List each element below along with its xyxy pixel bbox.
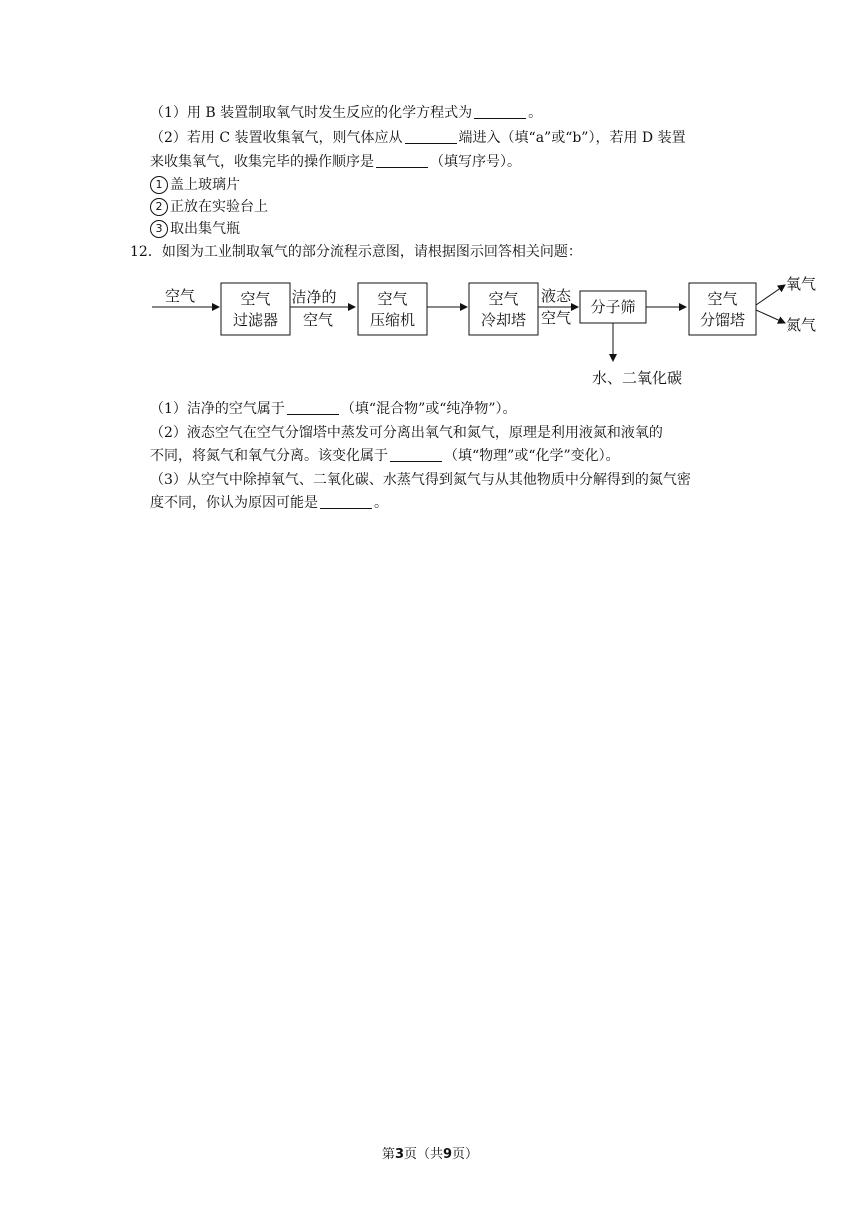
box-fractionating-tower-line2: 分馏塔	[699, 311, 746, 329]
box-molecular-sieve-label: 分子筛	[590, 298, 636, 316]
page-footer	[0, 1143, 860, 1162]
box-cooling-tower-line1: 空气	[488, 290, 519, 308]
box-air-filter-line2: 过滤器	[232, 311, 279, 329]
edge-clean-air-line1: 洁净的	[291, 288, 337, 306]
option-number: 1	[150, 176, 168, 194]
option-number: 2	[150, 198, 168, 216]
q11-option-2	[150, 197, 268, 217]
q11-part1-text: （1）用 B 装置制取氧气时发生反应的化学方程式为	[150, 105, 473, 121]
box-air-compressor-line1: 空气	[377, 290, 408, 308]
output-nitrogen-label: 氮气	[786, 316, 817, 334]
q11-part2b-end: （填写序号）。	[430, 154, 521, 170]
arrow-to-oxygen	[756, 285, 785, 305]
q11-part2b-text: 来收集氧气，收集完毕的操作顺序是	[150, 154, 374, 170]
q12-part3: （3）从空气中除掉氧气、二氧化碳、水蒸气得到氮气与从其他物质中分解得到的氮气密	[150, 472, 691, 488]
q12-part1-text: （1）洁净的空气属于	[150, 401, 285, 417]
answer-blank[interactable]	[405, 129, 457, 144]
footer-page-number: 3	[394, 1147, 404, 1162]
answer-blank[interactable]	[474, 104, 526, 119]
q11-part2	[150, 128, 686, 148]
q12-stem: 12．如图为工业制取氧气的部分流程示意图，请根据图示回答相关问题：	[130, 244, 582, 260]
answer-blank[interactable]	[287, 400, 339, 415]
edge-clean-air-line2: 空气	[302, 311, 334, 329]
edge-liquid-air-line2: 空气	[540, 309, 572, 327]
box-fractionating-tower-line1: 空气	[707, 290, 738, 308]
q11-part1	[150, 103, 542, 123]
q12-part1-end: （填“混合物”或“纯净物”）。	[340, 401, 517, 417]
byproduct-label: 水、二氧化碳	[591, 369, 683, 387]
q11-part1-end: 。	[528, 105, 543, 121]
flow-diagram	[0, 265, 860, 395]
output-oxygen-label: 氧气	[786, 275, 817, 293]
option-text: 取出集气瓶	[170, 221, 240, 237]
q11-option-3	[150, 219, 240, 239]
answer-blank[interactable]	[390, 447, 442, 462]
q12-part3b-text: 度不同，你认为原因可能是	[150, 495, 318, 511]
answer-blank[interactable]	[376, 153, 428, 168]
q12-part2: （2）液态空气在空气分馏塔中蒸发可分离出氧气和氮气，原理是利用液氮和液氧的	[150, 425, 663, 441]
answer-blank[interactable]	[320, 494, 372, 509]
option-text: 盖上玻璃片	[170, 177, 240, 193]
input-label: 空气	[165, 287, 196, 305]
box-air-compressor-line2: 压缩机	[369, 311, 416, 329]
box-cooling-tower-line2: 冷却塔	[480, 311, 527, 329]
q12-part2b-end: （填“物理”或“化学”变化）。	[444, 448, 620, 464]
footer-prefix: 第	[381, 1147, 395, 1162]
edge-liquid-air-line1: 液态	[540, 287, 572, 305]
q11-option-1	[150, 175, 240, 195]
q12-part1	[150, 399, 517, 419]
footer-mid: 页（共	[403, 1147, 443, 1162]
option-number: 3	[150, 220, 168, 238]
q12-part2b-text: 不同，将氮气和氧气分离。该变化属于	[150, 448, 388, 464]
q11-part2-cont	[150, 152, 521, 172]
q12-part2-cont	[150, 446, 620, 466]
box-air-filter-line1: 空气	[240, 290, 271, 308]
q12-part3b-end: 。	[374, 495, 388, 511]
footer-total-pages: 9	[443, 1147, 453, 1162]
q12-part3-cont	[150, 493, 388, 513]
q11-part2-mid: 端进入（填“a”或“b”），若用 D 装置	[458, 130, 686, 146]
option-text: 正放在实验台上	[170, 199, 268, 215]
arrow-to-nitrogen	[756, 310, 785, 323]
footer-suffix: 页）	[452, 1147, 479, 1162]
q11-part2-text: （2）若用 C 装置收集氧气，则气体应从	[150, 130, 403, 146]
